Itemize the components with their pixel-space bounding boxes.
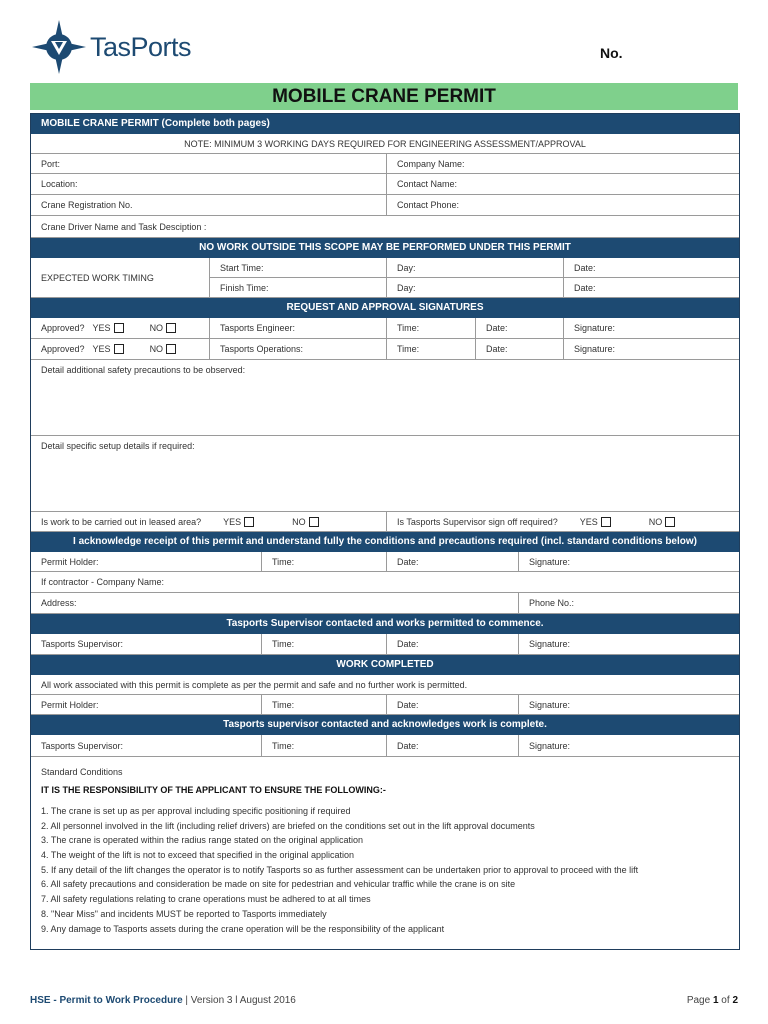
row-completed-text xyxy=(31,675,739,695)
complete-date-field[interactable]: Date: xyxy=(386,735,518,756)
compass-logo-icon xyxy=(30,18,88,76)
commence-time-field[interactable]: Time: xyxy=(261,634,386,654)
finish-day-field[interactable]: Day: xyxy=(386,278,563,298)
contact-phone-field[interactable]: Contact Phone: xyxy=(386,195,739,215)
yes-label: YES xyxy=(579,516,598,527)
approved-label: Approved? xyxy=(41,323,85,333)
start-time-field[interactable]: Start Time: xyxy=(209,258,386,278)
permit-number-label: No. xyxy=(600,45,623,61)
row-completed-holder xyxy=(31,695,739,715)
supervisor-complete-field[interactable]: Tasports Supervisor: xyxy=(41,740,124,751)
footer-doc-title: HSE - Permit to Work Procedure xyxy=(30,995,183,1006)
start-date-field[interactable]: Date: xyxy=(563,258,739,278)
row-supervisor-commence xyxy=(31,634,739,655)
engineer-signature-field[interactable]: Signature: xyxy=(563,318,739,338)
yes-checkbox[interactable] xyxy=(114,323,124,333)
location-field[interactable]: Location: xyxy=(41,179,78,189)
condition-item: 7. All safety regulations relating to crane operations must be adhered to at all times xyxy=(41,894,371,905)
condition-item: 9. Any damage to Tasports assets during the crane operation will be the responsibility of the applicant xyxy=(41,923,445,934)
no-label: NO xyxy=(292,516,306,527)
approval-engineer-yes-no xyxy=(31,318,209,338)
section-header-commence: Tasports Supervisor contacted and works permitted to commence. xyxy=(31,614,739,634)
yes-checkbox[interactable] xyxy=(114,344,124,354)
engineer-date-field[interactable]: Date: xyxy=(475,318,563,338)
no-checkbox[interactable] xyxy=(166,344,176,354)
completed-signature-field[interactable]: Signature: xyxy=(518,695,739,714)
tasports-logo xyxy=(30,18,191,76)
row-location xyxy=(31,174,739,195)
supervisor-signoff-question xyxy=(386,512,739,531)
permit-holder-field[interactable]: Permit Holder: xyxy=(41,556,99,567)
condition-item: 3. The crane is operated within the radius range stated on the original application xyxy=(41,835,364,846)
approval-operations-yes-no xyxy=(31,339,209,359)
address-field[interactable]: Address: xyxy=(41,598,77,608)
complete-signature-field[interactable]: Signature: xyxy=(518,735,739,756)
row-permit-holder xyxy=(31,552,739,572)
section-header-mcp: MOBILE CRANE PERMIT (Complete both pages) xyxy=(31,114,739,134)
safety-precautions-area[interactable] xyxy=(31,360,739,436)
row-contractor xyxy=(31,572,739,593)
permit-holder-time-field[interactable]: Time: xyxy=(261,552,386,571)
logo-text: TasPorts xyxy=(90,31,192,62)
footer-page-number xyxy=(687,995,738,1006)
contact-name-field[interactable]: Contact Name: xyxy=(386,174,739,194)
section-header-complete-ack: Tasports supervisor contacted and acknowledges work is complete. xyxy=(31,715,739,735)
setup-details-label: Detail specific setup details if required: xyxy=(41,441,195,451)
row-approval-operations xyxy=(31,339,739,360)
row-port xyxy=(31,154,739,174)
row-supervisor-complete xyxy=(31,735,739,757)
tasports-operations-field[interactable]: Tasports Operations: xyxy=(209,339,386,359)
footer-version: | Version 3 l August 2016 xyxy=(182,995,296,1006)
crane-registration-field[interactable]: Crane Registration No. xyxy=(41,200,133,210)
leased-area-question xyxy=(31,512,386,531)
signoff-yes-checkbox[interactable] xyxy=(601,517,611,527)
completed-date-field[interactable]: Date: xyxy=(386,695,518,714)
supervisor-commence-field[interactable]: Tasports Supervisor: xyxy=(41,639,124,649)
condition-item: 5. If any detail of the lift changes the operator is to notify Tasports so as further assessment can be undertaken prior to approval to proceed with the lift xyxy=(41,864,639,875)
section-header-work-completed: WORK COMPLETED xyxy=(31,655,739,675)
section-header-acknowledge: I acknowledge receipt of this permit and understand fully the conditions and precautions required (incl. standard conditions below) xyxy=(31,532,739,552)
completed-time-field[interactable]: Time: xyxy=(261,695,386,714)
phone-field[interactable]: Phone No.: xyxy=(518,593,739,613)
no-checkbox[interactable] xyxy=(166,323,176,333)
page-of: of xyxy=(718,995,733,1006)
port-field[interactable]: Port: xyxy=(41,158,61,169)
finish-date-field[interactable]: Date: xyxy=(563,278,739,298)
finish-time-field[interactable]: Finish Time: xyxy=(209,278,386,298)
condition-item: 1. The crane is set up as per approval including specific positioning if required xyxy=(41,806,351,816)
approved-label: Approved? xyxy=(41,344,85,354)
operations-date-field[interactable]: Date: xyxy=(475,339,563,359)
signoff-no-checkbox[interactable] xyxy=(665,517,675,527)
no-label: NO xyxy=(149,344,164,354)
crane-driver-field[interactable]: Crane Driver Name and Task Desciption : xyxy=(41,221,207,232)
section-header-scope: NO WORK OUTSIDE THIS SCOPE MAY BE PERFORMED UNDER THIS PERMIT xyxy=(31,238,739,258)
page-total: 2 xyxy=(732,995,738,1006)
standard-conditions xyxy=(31,757,739,949)
no-label: NO xyxy=(149,323,164,333)
footer-document-info xyxy=(30,995,296,1006)
supervisor-signoff-label: Is Tasports Supervisor sign off required? xyxy=(397,516,558,527)
engineer-time-field[interactable]: Time: xyxy=(386,318,475,338)
row-approval-engineer xyxy=(31,318,739,339)
commence-date-field[interactable]: Date: xyxy=(386,634,518,654)
expected-work-timing-label: EXPECTED WORK TIMING xyxy=(41,272,154,283)
permit-holder-signature-field[interactable]: Signature: xyxy=(518,552,739,571)
row-crane-driver xyxy=(31,216,739,238)
safety-precautions-label: Detail additional safety precautions to be observed: xyxy=(41,365,246,375)
complete-time-field[interactable]: Time: xyxy=(261,735,386,756)
condition-item: 6. All safety precautions and consideration be made on site for pedestrian and vehicular traffic while the crane is on site xyxy=(41,879,516,890)
yes-label: YES xyxy=(92,344,111,354)
condition-item: 4. The weight of the lift is not to exceed that specified in the original application xyxy=(41,850,355,861)
leased-no-checkbox[interactable] xyxy=(309,517,319,527)
operations-signature-field[interactable]: Signature: xyxy=(563,339,739,359)
standard-conditions-list xyxy=(41,804,729,936)
row-address xyxy=(31,593,739,614)
row-work-timing xyxy=(31,258,739,298)
section-header-approval: REQUEST AND APPROVAL SIGNATURES xyxy=(31,298,739,318)
contractor-company-field[interactable]: If contractor - Company Name: xyxy=(41,577,165,587)
yes-label: YES xyxy=(223,516,242,527)
permit-holder-date-field[interactable]: Date: xyxy=(386,552,518,571)
note-row: NOTE: MINIMUM 3 WORKING DAYS REQUIRED FOR ENGINEERING ASSESSMENT/APPROVAL xyxy=(31,134,739,154)
company-name-field[interactable]: Company Name: xyxy=(386,154,739,173)
completed-permit-holder-field[interactable]: Permit Holder: xyxy=(41,699,99,710)
commence-signature-field[interactable]: Signature: xyxy=(518,634,739,654)
leased-area-label: Is work to be carried out in leased area? xyxy=(41,516,202,527)
yes-label: YES xyxy=(92,323,111,333)
page-current: 1 xyxy=(712,995,719,1006)
tasports-engineer-field[interactable]: Tasports Engineer: xyxy=(209,318,386,338)
row-leased-area xyxy=(31,511,739,532)
operations-time-field[interactable]: Time: xyxy=(386,339,475,359)
page-title: MOBILE CRANE PERMIT xyxy=(30,83,738,110)
no-label: NO xyxy=(648,516,663,527)
start-day-field[interactable]: Day: xyxy=(386,258,563,278)
setup-details-area[interactable] xyxy=(31,436,739,511)
standard-conditions-heading: IT IS THE RESPONSIBILITY OF THE APPLICANT TO ENSURE THE FOLLOWING:- xyxy=(41,785,386,795)
condition-item: 8. "Near Miss" and incidents MUST be reported to Tasports immediately xyxy=(41,908,327,919)
page-prefix: Page xyxy=(686,995,713,1006)
row-crane-reg xyxy=(31,195,739,216)
leased-yes-checkbox[interactable] xyxy=(244,517,254,527)
permit-form xyxy=(30,113,740,950)
work-completed-statement: All work associated with this permit is complete as per the permit and safe and no further work is permitted. xyxy=(41,679,468,690)
condition-item: 2. All personnel involved in the lift (including relief drivers) are briefed on the conditions set out in the lift approval documents xyxy=(41,820,535,831)
standard-conditions-title: Standard Conditions xyxy=(41,767,123,777)
